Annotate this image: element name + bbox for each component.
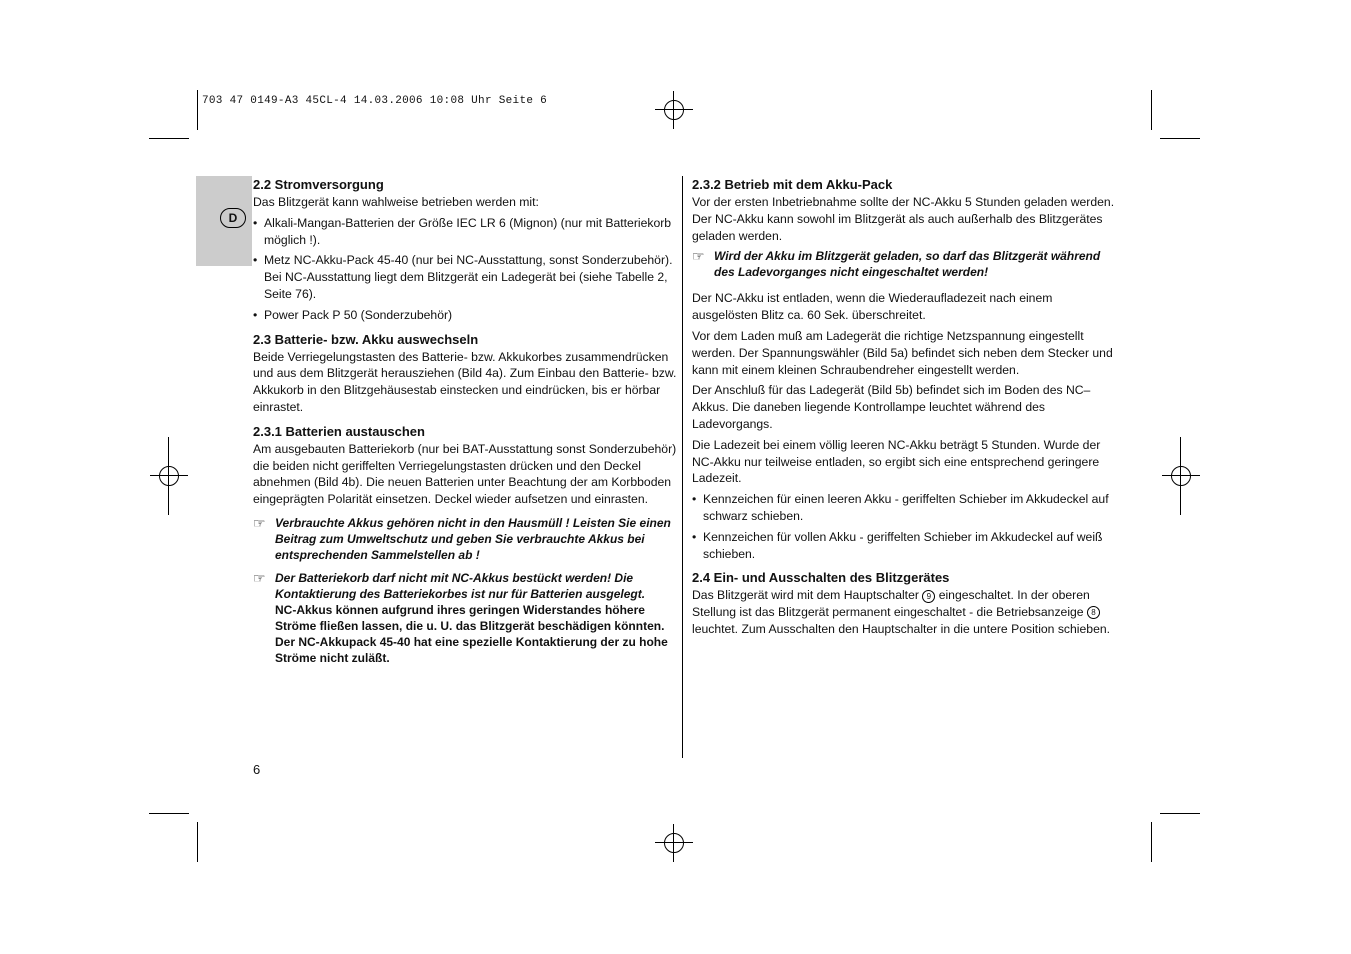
crop-mark	[1180, 437, 1181, 515]
section-heading: 2.2 Stromversorgung	[253, 177, 384, 192]
crop-mark	[168, 437, 169, 515]
circled-number: 8	[1087, 606, 1100, 619]
paragraph: Vor der ersten Inbetriebnahme sollte der NC-Akku 5 Stunden geladen werden. Der NC-Akku kann sowohl im Blitzgerät als auch außerhalb des Blitzgerätes geladen werden.	[692, 195, 1115, 243]
list-item: • Kennzeichen für einen leeren Akku - geriffelten Schieber im Akkudeckel auf schwarz schieben.	[692, 491, 1116, 525]
language-badge: D	[220, 208, 246, 228]
registration-mark	[655, 91, 693, 129]
circled-number: 9	[922, 590, 935, 603]
crop-mark	[149, 138, 189, 139]
list-item-text: Alkali-Mangan-Batterien der Größe IEC LR 6 (Mignon) (nur mit Batteriekorb möglich !).	[264, 215, 672, 247]
print-header: 703 47 0149-A3 45CL-4 14.03.2006 10:08 Uhr Seite 6	[202, 95, 548, 107]
registration-mark	[655, 824, 693, 862]
list-item: • Power Pack P 50 (Sonderzubehör)	[253, 307, 453, 322]
paragraph: Beide Verriegelungstasten des Batterie- bzw. Akkukorbes zusammendrücken und aus dem Blitzgerät herausziehen (Bild 4a). Zum Einbau den Batterie- bzw. Akkukorb in den Blitzgehäusestab einstecken und eindrücken, bis er hörbar einrastet.	[253, 349, 677, 414]
list-item-text: Metz NC-Akku-Pack 45-40 (nur bei NC-Ausstattung, sonst Sonderzubehör). Bei NC-Ausstattung liegt dem Blitzgerät ein Ladegerät bei (siehe Tabelle 2, Seite 76).	[264, 253, 673, 301]
paragraph-text: leuchtet. Zum Ausschalten den Hauptschalter in die untere Position schieben.	[692, 621, 1111, 636]
crop-mark	[1160, 813, 1200, 814]
paragraph-text: Das Blitzgerät wird mit dem Hauptschalter	[692, 588, 919, 603]
note	[253, 515, 677, 563]
paragraph: Vor dem Laden muß am Ladegerät die richtige Netzspannung eingestellt werden. Der Spannungswähler (Bild 5a) befindet sich neben dem Stecker und kann mit einem kleinen Schraubendreher eingestellt werden.	[692, 328, 1113, 377]
list-item: • Metz NC-Akku-Pack 45-40 (nur bei NC-Ausstattung, sonst Sonderzubehör). Bei NC-Ausstattung liegt dem Blitzgerät ein Ladegerät bei (siehe Tabelle 2, Seite 76).	[253, 252, 677, 302]
note-text: Der Batteriekorb darf nicht mit NC-Akkus bestückt werden! Die Kontaktierung des Batteriekorbes ist nur für Batterien ausgelegt.	[275, 570, 646, 601]
pointing-hand-icon: ☞	[253, 514, 266, 531]
paragraph: Die Ladezeit bei einem völlig leeren NC-Akku beträgt 5 Stunden. Wurde der NC-Akku nur teilweise entladen, so ergibt sich eine entsprechend geringere Ladezeit.	[692, 437, 1101, 486]
section-heading: 2.4 Ein- und Ausschalten des Blitzgerätes	[692, 570, 950, 586]
paragraph: Der Anschluß für das Ladegerät (Bild 5b) befindet sich im Boden des NC–Akkus. Die daneben liegende Kontrollampe leuchtet während des Ladevorgangs.	[692, 383, 1091, 431]
crop-mark	[1151, 90, 1152, 130]
registration-mark	[150, 457, 188, 495]
note-text: Wird der Akku im Blitzgerät geladen, so darf das Blitzgerät während des Ladevorganges nicht eingeschaltet werden!	[714, 249, 1101, 280]
pointing-hand-icon: ☞	[692, 248, 705, 265]
section-heading: 2.3 Batterie- bzw. Akku auswechseln	[253, 331, 479, 347]
paragraph	[692, 587, 1116, 637]
page-number: 6	[253, 762, 261, 777]
registration-mark	[1162, 457, 1200, 495]
note	[253, 570, 677, 666]
crop-mark	[197, 90, 198, 130]
note-text-bold: NC-Akkus können aufgrund ihres geringen Widerstandes höhere Ströme fließen lassen, die u. U. das Blitzgerät beschädigen könnten. Der NC-Akkupack 45-40 hat eine spezielle Kontaktierung der zu hohe Ströme nicht zuläßt.	[275, 602, 668, 665]
paragraph: Der NC-Akku ist entladen, wenn die Wiederaufladezeit nach einem ausgelösten Blitz ca. 60 Sek. überschreitet.	[692, 291, 1053, 323]
crop-mark	[197, 822, 198, 862]
crop-mark	[1151, 822, 1152, 862]
paragraph: Das Blitzgerät kann wahlweise betrieben werden mit:	[253, 195, 539, 209]
note-body	[275, 570, 677, 666]
note	[692, 248, 1116, 280]
crop-mark	[1160, 138, 1200, 139]
paragraph: Am ausgebauten Batteriekorb (nur bei BAT-Ausstattung sonst Sonderzubehör) die beiden nicht geriffelten Verriegelungstasten drücken und den Deckel abnehmen (Bild 4b). Die neuen Batterien unter Beachtung der am Korbboden eingeprägten Polarität einsetzen. Deckel wieder aufsetzen und einrasten.	[253, 441, 677, 507]
list-item-text: Power Pack P 50 (Sonderzubehör)	[264, 307, 453, 322]
paragraph-text: eingeschaltet. In der oberen Stellung ist das Blitzgerät permanent eingeschaltet - die Betriebsanzeige	[692, 588, 1090, 620]
pointing-hand-icon: ☞	[253, 569, 266, 586]
section-heading: 2.3.1 Batterien austauschen	[253, 423, 425, 439]
section-heading: 2.3.2 Betrieb mit dem Akku-Pack	[692, 177, 893, 192]
list-item: • Alkali-Mangan-Batterien der Größe IEC LR 6 (Mignon) (nur mit Batteriekorb möglich !).	[253, 215, 677, 249]
left-column	[253, 176, 677, 666]
column-divider	[682, 176, 683, 758]
note-text: Verbrauchte Akkus gehören nicht in den Hausmüll ! Leisten Sie einen Beitrag zum Umweltschutz und geben Sie verbrauchte Akkus bei entsprechenden Sammelstellen ab !	[275, 515, 671, 562]
list-item: • Kennzeichen für vollen Akku - geriffelten Schieber im Akkudeckel auf weiß schieben.	[692, 529, 1116, 563]
right-column	[692, 176, 1116, 638]
list-item-text: Kennzeichen für einen leeren Akku - geriffelten Schieber im Akkudeckel auf schwarz schieben.	[703, 492, 1109, 523]
crop-mark	[149, 813, 189, 814]
list-item-text: Kennzeichen für vollen Akku - geriffelten Schieber im Akkudeckel auf weiß schieben.	[703, 529, 1103, 561]
